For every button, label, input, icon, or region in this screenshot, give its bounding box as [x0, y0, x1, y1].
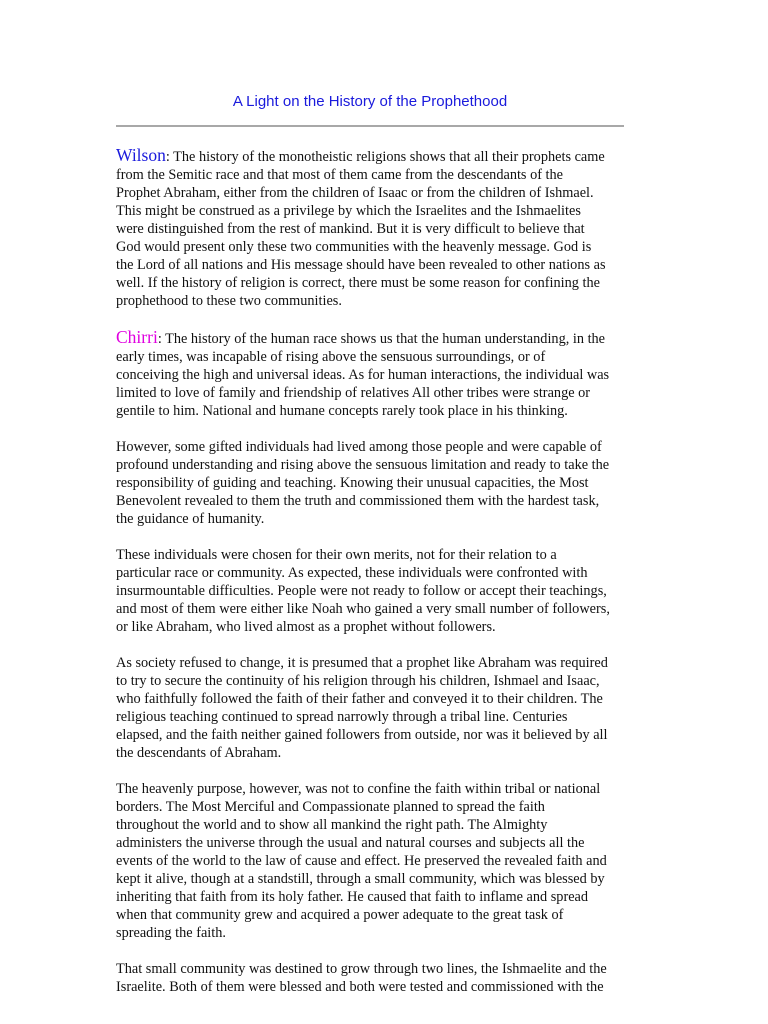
line-text: events of the world to the law of cause and effect. He preserved the revealed faith and [116, 853, 607, 869]
text-line [116, 600, 656, 618]
text-line [116, 274, 656, 292]
text-line [116, 834, 656, 852]
text-line [116, 744, 656, 762]
line-text: However, some gifted individuals had lived among those people and were capable of [116, 439, 602, 455]
text-line [116, 888, 656, 906]
line-text: This might be construed as a privilege by which the Israelites and the Ishmaelites [116, 203, 581, 219]
text-line [116, 906, 656, 924]
title-divider [116, 125, 624, 127]
text-line [116, 852, 656, 870]
line-text: and most of them were either like Noah who gained a very small number of followers, [116, 601, 610, 617]
line-text: religious teaching continued to spread narrowly through a tribal line. Centuries [116, 709, 568, 725]
text-line [116, 492, 656, 510]
line-text: : The history of the monotheistic religions shows that all their prophets came [165, 149, 605, 165]
paragraph [116, 654, 656, 762]
text-line [116, 510, 656, 528]
text-line [116, 816, 656, 834]
speaker-name: Wilson [116, 145, 166, 165]
line-text: elapsed, and the faith neither gained followers from outside, nor was it believed by all [116, 727, 608, 743]
line-text: administers the universe through the usual and natural courses and subjects all the [116, 835, 585, 851]
text-line [116, 960, 656, 978]
line-text: profound understanding and rising above the sensuous limitation and ready to take the [116, 457, 610, 473]
line-text: kept it alive, though at a standstill, through a small community, which was blessed by [116, 871, 605, 887]
line-text: throughout the world and to show all mankind the right path. The Almighty [116, 817, 548, 833]
line-text: who faithfully followed the faith of their father and conveyed it to their children. The [116, 691, 603, 707]
text-line [116, 366, 656, 384]
paragraph [116, 546, 656, 636]
text-line [116, 292, 656, 310]
text-line [116, 146, 656, 166]
paragraph [116, 438, 656, 528]
text-line [116, 238, 656, 256]
line-text: As society refused to change, it is presumed that a prophet like Abraham was required [116, 655, 608, 671]
line-text: God would present only these two communities with the heavenly message. God is [116, 239, 592, 255]
line-text: or like Abraham, who lived almost as a prophet without followers. [116, 619, 496, 635]
line-text: gentile to him. National and humane concepts rarely took place in his thinking. [116, 403, 568, 419]
text-line [116, 654, 656, 672]
line-text: were distinguished from the rest of mankind. But it is very difficult to believe that [116, 221, 585, 237]
text-line [116, 220, 656, 238]
page-title: A Light on the History of the Prophethood [232, 93, 508, 110]
paragraph [116, 780, 656, 942]
line-text: Prophet Abraham, either from the children of Isaac or from the children of Ishmael. [116, 185, 594, 201]
text-line [116, 474, 656, 492]
text-line [116, 166, 656, 184]
line-text: The heavenly purpose, however, was not to confine the faith within tribal or national [116, 781, 601, 797]
line-text: to try to secure the continuity of his religion through his children, Ishmael and Isaac, [116, 673, 600, 689]
text-line [116, 708, 656, 726]
line-text: well. If the history of religion is correct, there must be some reason for confining the [116, 275, 600, 291]
text-line [116, 384, 656, 402]
text-line [116, 582, 656, 600]
line-text: when that community grew and acquired a power adequate to the great task of [116, 907, 564, 923]
text-line [116, 546, 656, 564]
line-text: : The history of the human race shows us that the human understanding, in the [157, 331, 606, 347]
line-text: inheriting that faith from its holy father. He caused that faith to inflame and spread [116, 889, 589, 905]
line-text: limited to love of family and friendship of relatives All other tribes were strange or [116, 385, 591, 401]
text-line [116, 870, 656, 888]
text-line [116, 924, 656, 942]
text-line [116, 618, 656, 636]
text-line [116, 672, 656, 690]
line-text: conceiving the high and universal ideas. As for human interactions, the individual was [116, 367, 610, 383]
line-text: borders. The Most Merciful and Compassionate planned to spread the faith [116, 799, 545, 815]
text-line [116, 564, 656, 582]
line-text: Israelite. Both of them were blessed and both were tested and commissioned with the [116, 979, 604, 995]
text-line [116, 456, 656, 474]
paragraph [116, 960, 656, 996]
text-line [116, 348, 656, 366]
paragraph [116, 146, 656, 310]
text-line [116, 328, 656, 348]
line-text: insurmountable difficulties. People were not ready to follow or accept their teachings, [116, 583, 607, 599]
text-line [116, 438, 656, 456]
text-line [116, 184, 656, 202]
speaker-name: Chirri [116, 327, 158, 347]
text-line [116, 690, 656, 708]
text-line [116, 978, 656, 996]
text-line [116, 798, 656, 816]
line-text: These individuals were chosen for their own merits, not for their relation to a [116, 547, 557, 563]
line-text: spreading the faith. [116, 925, 226, 941]
line-text: the Lord of all nations and His message should have been revealed to other nations as [116, 257, 606, 273]
line-text: the guidance of humanity. [116, 511, 265, 527]
text-line [116, 780, 656, 798]
line-text: the descendants of Abraham. [116, 745, 282, 761]
text-line [116, 726, 656, 744]
line-text: early times, was incapable of rising above the sensuous surroundings, or of [116, 349, 546, 365]
line-text: particular race or community. As expected, these individuals were confronted with [116, 565, 588, 581]
text-line [116, 202, 656, 220]
text-line [116, 256, 656, 274]
line-text: from the Semitic race and that most of them came from the descendants of the [116, 167, 564, 183]
line-text: prophethood to these two communities. [116, 293, 342, 309]
line-text: That small community was destined to grow through two lines, the Ishmaelite and the [116, 961, 607, 977]
line-text: responsibility of guiding and teaching. Knowing their unusual capacities, the Most [116, 475, 589, 491]
document-body [116, 146, 656, 1014]
paragraph [116, 328, 656, 420]
line-text: Benevolent revealed to them the truth and commissioned them with the hardest task, [116, 493, 600, 509]
text-line [116, 402, 656, 420]
